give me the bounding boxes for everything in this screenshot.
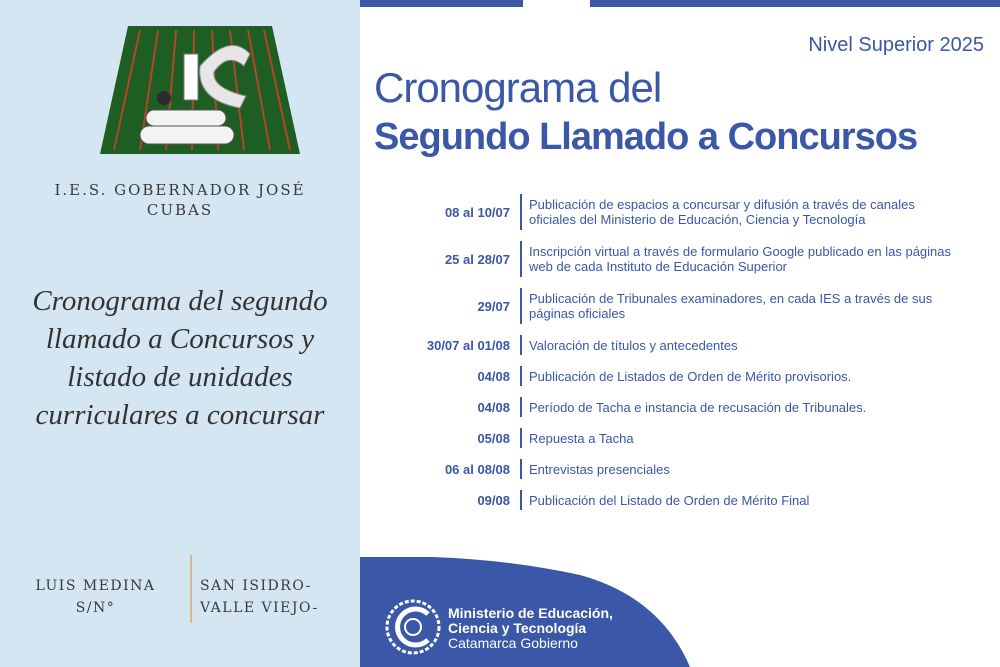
schedule-description: Repuesta a Tacha — [520, 428, 960, 448]
schedule-list — [360, 194, 1000, 510]
schedule-description: Publicación de Tribunales examinadores, en cada IES a través de sus páginas oficiales — [520, 288, 960, 324]
schedule-date: 29/07 — [477, 298, 510, 314]
top-bar-left — [360, 0, 523, 7]
address-street: LUIS MEDINA S/N° — [35, 578, 156, 616]
schedule-row — [360, 241, 1000, 277]
schedule-row — [360, 335, 1000, 355]
schedule-date: 06 al 08/08 — [444, 461, 510, 477]
left-panel — [0, 0, 360, 667]
schedule-row — [360, 194, 1000, 230]
ministry-line2: Ciencia y Tecnología — [448, 620, 587, 636]
schedule-row — [360, 288, 1000, 324]
address-divider — [190, 555, 192, 623]
schedule-description: Publicación de Listados de Orden de Mérito provisorios. — [520, 366, 960, 386]
schedule-description: Entrevistas presenciales — [520, 459, 960, 479]
schedule-date: 05/08 — [477, 430, 510, 446]
schedule-row — [360, 397, 1000, 417]
schedule-row — [360, 490, 1000, 510]
schedule-row — [360, 459, 1000, 479]
schedule-date: 04/08 — [477, 399, 510, 415]
schedule-description: Publicación de espacios a concursar y difusión a través de canales oficiales del Ministerio de Educación, Ciencia y Tecnología — [520, 194, 960, 230]
page-title-line2: Segundo Llamado a Concursos — [374, 116, 918, 158]
schedule-description: Publicación del Listado de Orden de Mérito Final — [520, 490, 960, 510]
schedule-date: 04/08 — [477, 368, 510, 384]
schedule-description: Inscripción virtual a través de formulario Google publicado en las páginas web de cada Instituto de Educación Superior — [520, 241, 960, 277]
ministry-line3: Catamarca Gobierno — [448, 635, 578, 651]
schedule-date: 25 al 28/07 — [444, 251, 510, 267]
ministry-logo — [384, 598, 442, 656]
schedule-date: 09/08 — [477, 492, 510, 508]
institute-logo — [100, 26, 300, 154]
right-panel — [360, 0, 1000, 667]
top-bar-right — [590, 0, 1000, 7]
schedule-row — [360, 428, 1000, 448]
schedule-date: 08 al 10/07 — [444, 204, 510, 220]
ministry-line1: Ministerio de Educación, — [448, 605, 613, 621]
institution-name: I.E.S. GOBERNADOR JOSÉ CUBAS — [54, 181, 306, 219]
schedule-date: 30/07 al 01/08 — [426, 337, 510, 353]
level-label: Nivel Superior 2025 — [808, 34, 984, 56]
schedule-description: Período de Tacha e instancia de recusación de Tribunales. — [520, 397, 960, 417]
ministry-text — [448, 606, 613, 651]
page-title-line1: Cronograma del — [374, 64, 662, 111]
schedule-description: Valoración de títulos y antecedentes — [520, 335, 960, 355]
left-title: Cronograma del segundo llamado a Concursos y listado de unidades curriculares a concursar — [32, 285, 328, 431]
address-city: SAN ISIDRO- VALLE VIEJO- — [200, 578, 319, 616]
schedule-row — [360, 366, 1000, 386]
